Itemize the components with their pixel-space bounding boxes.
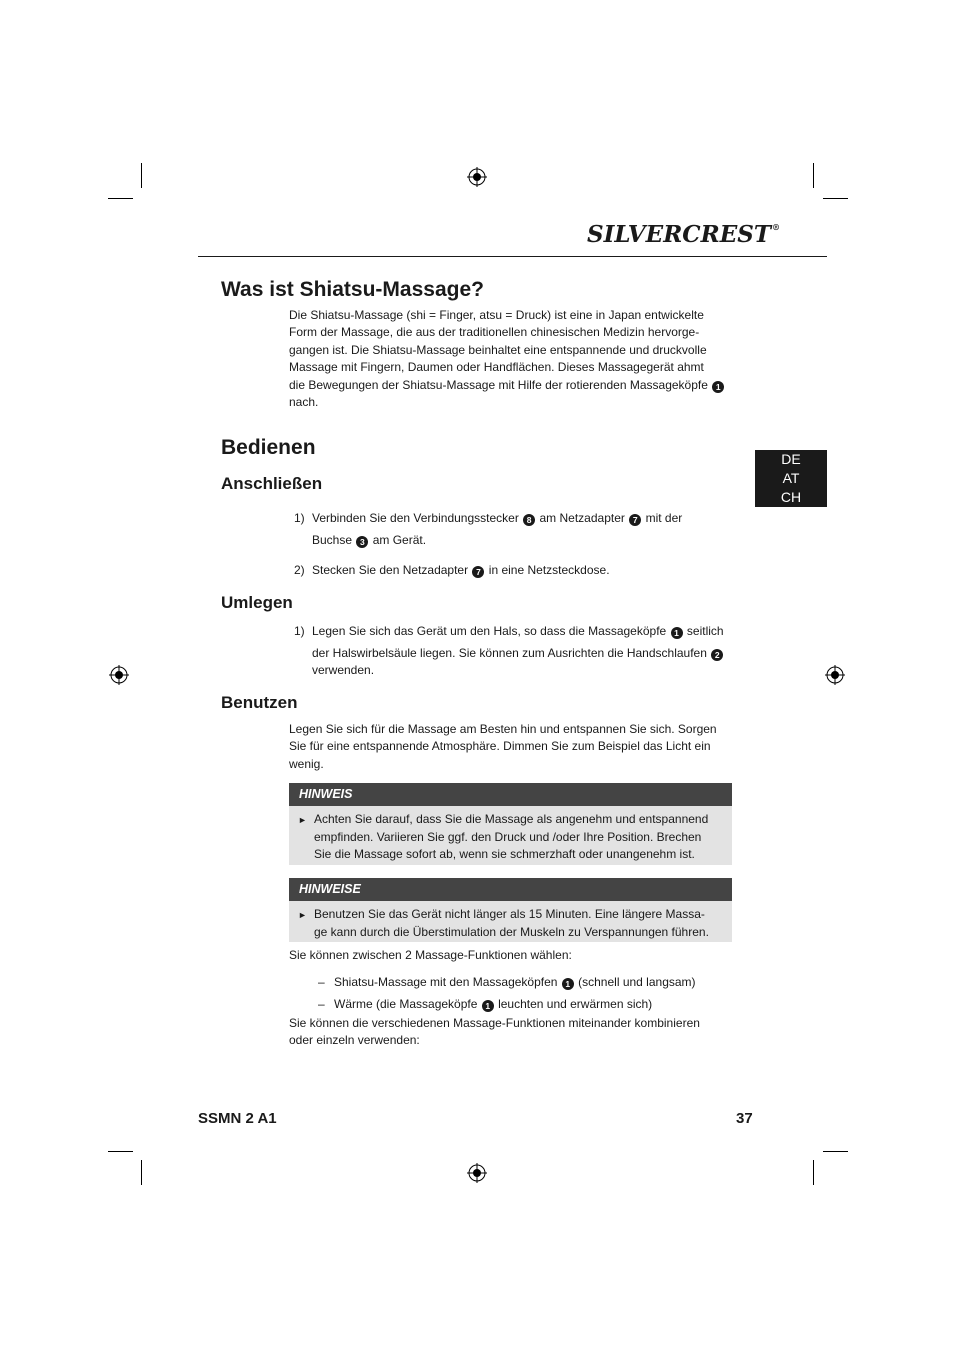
brand-logo bbox=[587, 221, 780, 249]
text-line: wenig. bbox=[289, 756, 324, 771]
text-line: Sie die Massage sofort ab, wenn sie schmerzhaft oder unangenehm ist. bbox=[314, 847, 695, 861]
registration-mark-icon bbox=[825, 665, 845, 685]
text-segment: Legen Sie sich das Gerät um den Hals, so dass die Massageköpfe bbox=[312, 624, 667, 638]
text-segment: leuchten und erwärmen sich) bbox=[498, 997, 653, 1011]
reference-number: 3 bbox=[356, 536, 368, 548]
step-number: 1) bbox=[294, 624, 305, 638]
crop-mark bbox=[108, 198, 133, 199]
note-body bbox=[289, 806, 732, 865]
functions-intro: Sie können zwischen 2 Massage-Funktionen wählen: bbox=[289, 948, 572, 962]
dash-bullet: – bbox=[318, 997, 325, 1011]
registered-mark: ® bbox=[771, 222, 780, 232]
paragraph-benutzen bbox=[289, 721, 734, 773]
reference-number: 1 bbox=[712, 381, 724, 393]
registration-mark-icon bbox=[467, 167, 487, 187]
text-segment: mit der bbox=[645, 511, 683, 525]
text-line: empfinden. Variieren Sie ggf. den Druck und /oder Ihre Position. Brechen bbox=[314, 829, 702, 844]
text-line: Form der Massage, die aus der traditionellen chinesischen Medizin hervorge- bbox=[289, 325, 700, 340]
crop-mark bbox=[108, 1151, 133, 1152]
paragraph-shiatsu bbox=[289, 307, 734, 411]
step-put-on bbox=[312, 620, 737, 676]
reference-number: 1 bbox=[671, 627, 683, 639]
step-number: 1) bbox=[294, 511, 305, 525]
language-tab bbox=[755, 450, 827, 507]
text-line: gangen ist. Die Shiatsu-Massage beinhaltet eine entspannende und druckvolle bbox=[289, 342, 707, 357]
list-item bbox=[318, 975, 696, 990]
registration-mark-icon bbox=[467, 1163, 487, 1183]
reference-number: 1 bbox=[562, 978, 574, 990]
text-line: Massage mit Fingern, Daumen oder Handflächen. Dieses Massagegerät ahmt bbox=[289, 360, 704, 375]
text-line bbox=[289, 377, 734, 394]
text-line: nach. bbox=[289, 395, 319, 410]
reference-number: 1 bbox=[482, 1000, 494, 1012]
heading-anschliessen: Anschließen bbox=[221, 474, 323, 493]
step-number: 2) bbox=[294, 563, 305, 577]
text-line: Legen Sie sich für die Massage am Besten hin und entspannen Sie sich. Sorgen bbox=[289, 722, 717, 736]
brand-name: SILVERCREST bbox=[587, 221, 771, 248]
text-line: Benutzen Sie das Gerät nicht länger als 15 Minuten. Eine längere Massa- bbox=[314, 907, 705, 921]
text-segment: Buchse bbox=[312, 533, 353, 547]
list-item bbox=[318, 997, 652, 1012]
text-line: oder einzeln verwenden: bbox=[289, 1033, 420, 1048]
functions-outro bbox=[289, 1015, 734, 1050]
language-code: AT bbox=[782, 470, 800, 486]
note-header: HINWEIS bbox=[289, 783, 732, 806]
text-segment: Shiatsu-Massage mit den Massageköpfen bbox=[334, 975, 558, 989]
text-line: Sie können die verschiedenen Massage-Funktionen miteinander kombinieren bbox=[289, 1016, 700, 1030]
text-segment: (schnell und langsam) bbox=[578, 975, 696, 989]
text-segment: Verbinden Sie den Verbindungsstecker bbox=[312, 511, 519, 525]
reference-number: 2 bbox=[711, 649, 723, 661]
language-code: DE bbox=[781, 451, 801, 467]
reference-number: 7 bbox=[472, 566, 484, 578]
text-line: Die Shiatsu-Massage (shi = Finger, atsu = Druck) ist eine in Japan entwickelte bbox=[289, 308, 704, 322]
heading-umlegen: Umlegen bbox=[221, 593, 293, 612]
reference-number: 8 bbox=[523, 514, 535, 526]
text-segment: am Netzadapter bbox=[539, 511, 625, 525]
heading-benutzen: Benutzen bbox=[221, 693, 298, 712]
heading-shiatsu: Was ist Shiatsu-Massage? bbox=[221, 278, 484, 301]
crop-mark bbox=[823, 1151, 848, 1152]
notes-header: HINWEISE bbox=[289, 878, 732, 901]
registration-mark-icon bbox=[109, 665, 129, 685]
text-segment: am Gerät. bbox=[372, 533, 427, 547]
text-segment: Wärme (die Massageköpfe bbox=[334, 997, 478, 1011]
notes-body bbox=[289, 901, 732, 942]
text-segment: der Halswirbelsäule liegen. Sie können zum Ausrichten die Handschlaufen bbox=[312, 646, 707, 660]
reference-number: 7 bbox=[629, 514, 641, 526]
heading-bedienen: Bedienen bbox=[221, 436, 316, 459]
step-plug-in bbox=[312, 559, 737, 581]
crop-mark bbox=[141, 1160, 142, 1185]
dash-bullet: – bbox=[318, 975, 325, 989]
text-segment: Stecken Sie den Netzadapter bbox=[312, 563, 469, 577]
arrow-bullet-icon: ► bbox=[298, 815, 307, 825]
text-segment: seitlich bbox=[686, 624, 724, 638]
crop-mark bbox=[141, 163, 142, 188]
page-number: 37 bbox=[736, 1110, 753, 1127]
text-segment: die Bewegungen der Shiatsu-Massage mit Hilfe der rotierenden Massageköpfe bbox=[289, 377, 708, 392]
text-line: ge kann durch die Überstimulation der Muskeln zu Verspannungen führen. bbox=[314, 924, 709, 939]
text-line: Achten Sie darauf, dass Sie die Massage als angenehm und entspannend bbox=[314, 812, 709, 826]
text-segment: verwenden. bbox=[312, 663, 375, 677]
header-rule bbox=[198, 256, 827, 257]
crop-mark bbox=[823, 198, 848, 199]
arrow-bullet-icon: ► bbox=[298, 910, 307, 920]
step-connect bbox=[312, 507, 737, 551]
text-line: Sie für eine entspannende Atmosphäre. Dimmen Sie zum Beispiel das Licht ein bbox=[289, 739, 711, 754]
text-segment: in eine Netzsteckdose. bbox=[488, 563, 610, 577]
language-code: CH bbox=[780, 489, 802, 505]
crop-mark bbox=[813, 163, 814, 188]
crop-mark bbox=[813, 1160, 814, 1185]
model-number: SSMN 2 A1 bbox=[198, 1110, 277, 1127]
